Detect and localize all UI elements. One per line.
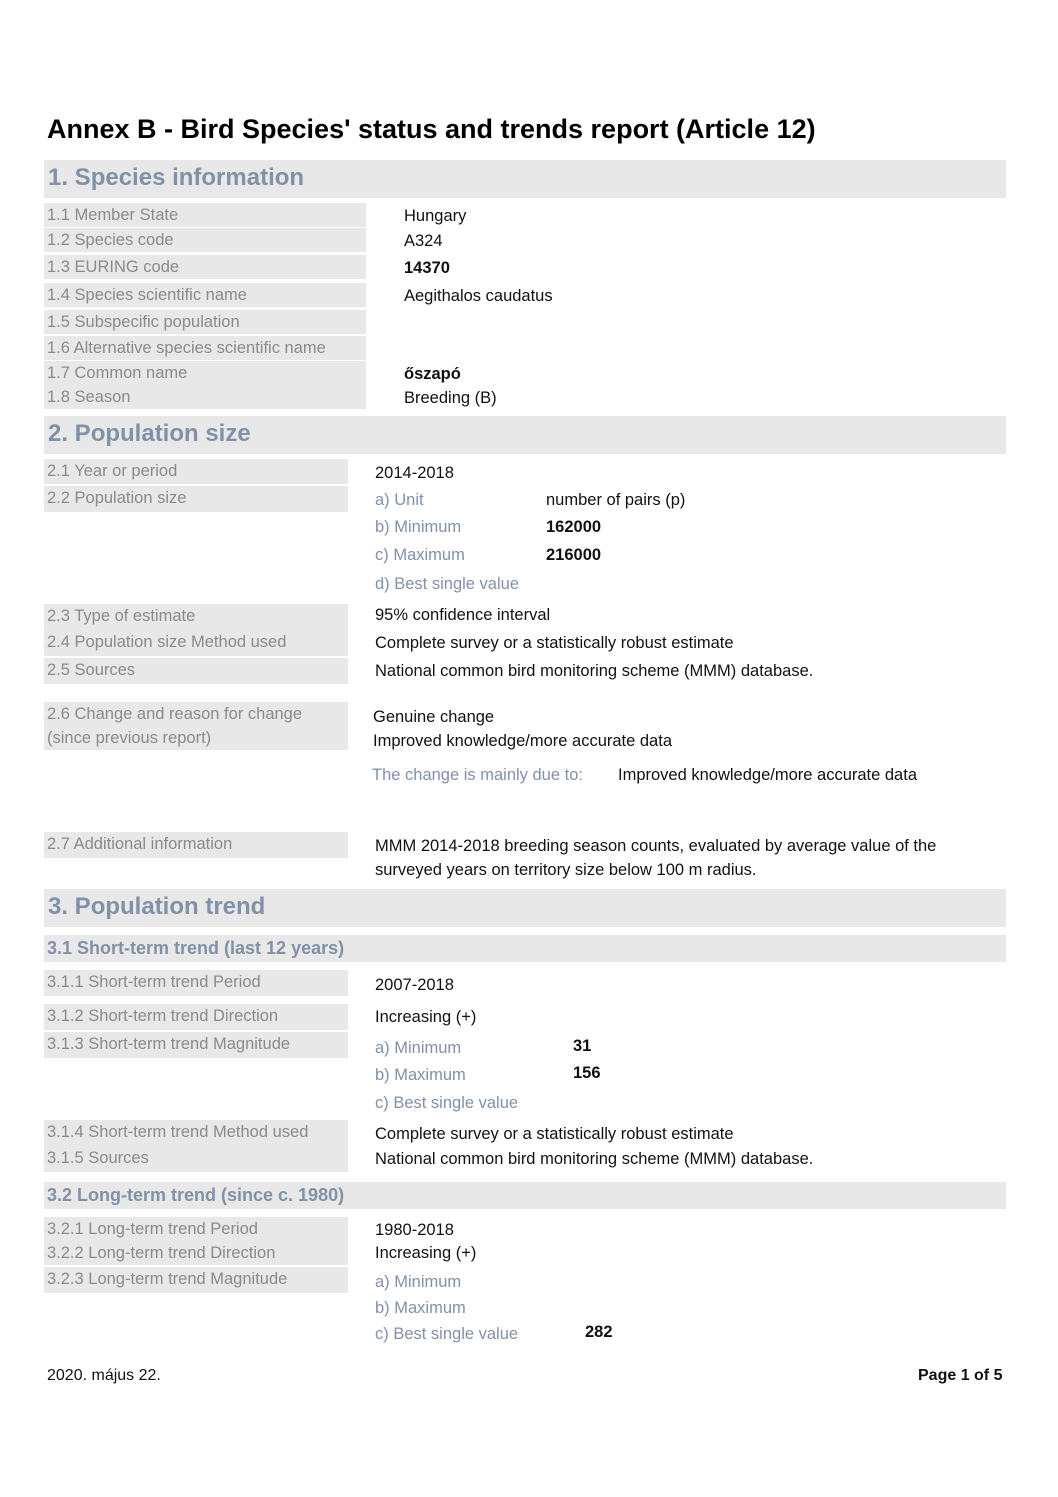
label-long-term-maximum: b) Maximum: [375, 1299, 466, 1317]
label-long-term-direction: 3.2.2 Long-term trend Direction: [44, 1241, 348, 1265]
label-mainly-due-to: The change is mainly due to:: [372, 766, 583, 784]
subsection-heading: 3.2 Long-term trend (since c. 1980): [47, 1185, 345, 1205]
label-species-code: 1.2 Species code: [44, 228, 366, 252]
value-species-code: A324: [404, 232, 443, 250]
value-sources: National common bird monitoring scheme (MMM) database.: [375, 662, 814, 680]
label-short-term-period: 3.1.1 Short-term trend Period: [44, 970, 348, 996]
value-additional-info-line2: surveyed years on territory size below 100 m radius.: [375, 861, 757, 879]
value-short-term-maximum: 156: [573, 1064, 601, 1082]
label-scientific-name: 1.4 Species scientific name: [44, 283, 366, 307]
value-short-term-method: Complete survey or a statistically robust estimate: [375, 1125, 734, 1143]
label-change-reason: 2.6 Change and reason for change (since previous report): [44, 702, 348, 750]
value-member-state: Hungary: [404, 207, 467, 225]
label-long-term-period: 3.2.1 Long-term trend Period: [44, 1217, 348, 1241]
value-short-term-period: 2007-2018: [375, 976, 454, 994]
label-euring-code: 1.3 EURING code: [44, 255, 366, 279]
label-minimum: b) Minimum: [375, 518, 462, 536]
label-type-of-estimate: 2.3 Type of estimate: [44, 604, 348, 630]
value-long-term-best-single-value: 282: [585, 1323, 613, 1341]
label-member-state: 1.1 Member State: [44, 203, 366, 227]
document-title: Annex B - Bird Species' status and trends report (Article 12): [47, 114, 816, 144]
label-season: 1.8 Season: [44, 385, 366, 409]
label-short-term-direction: 3.1.2 Short-term trend Direction: [44, 1004, 348, 1030]
label-common-name: 1.7 Common name: [44, 361, 366, 385]
value-change-genuine: Genuine change: [373, 708, 495, 726]
value-common-name: őszapó: [404, 365, 461, 383]
label-maximum: c) Maximum: [375, 546, 465, 564]
value-method-used: Complete survey or a statistically robust estimate: [375, 634, 734, 652]
label-year-period: 2.1 Year or period: [44, 459, 348, 484]
value-short-term-minimum: 31: [573, 1037, 592, 1055]
value-type-of-estimate: 95% confidence interval: [375, 606, 551, 624]
label-sources: 2.5 Sources: [44, 658, 348, 684]
label-best-single-value: d) Best single value: [375, 575, 519, 593]
section-heading: 3. Population trend: [48, 893, 266, 920]
value-minimum: 162000: [546, 518, 602, 536]
label-short-term-sources: 3.1.5 Sources: [44, 1146, 348, 1172]
value-scientific-name: Aegithalos caudatus: [404, 287, 553, 305]
section-heading: 2. Population size: [48, 420, 251, 447]
footer-date: 2020. május 22.: [47, 1367, 161, 1384]
label-short-term-method: 3.1.4 Short-term trend Method used: [44, 1120, 348, 1146]
value-season: Breeding (B): [404, 389, 497, 407]
section-species-information: [44, 160, 1006, 198]
label-population-size: 2.2 Population size: [44, 486, 348, 512]
label-method-used: 2.4 Population size Method used: [44, 630, 348, 656]
section-population-trend: [44, 889, 1006, 927]
value-short-term-direction: Increasing (+): [375, 1008, 477, 1026]
label-unit: a) Unit: [375, 491, 424, 509]
label-short-term-minimum: a) Minimum: [375, 1039, 462, 1057]
label-additional-information: 2.7 Additional information: [44, 832, 348, 858]
value-unit: number of pairs (p): [546, 491, 686, 509]
value-maximum: 216000: [546, 546, 602, 564]
subsection-long-term-trend: [44, 1182, 1006, 1209]
value-change-knowledge: Improved knowledge/more accurate data: [373, 732, 672, 750]
value-short-term-sources: National common bird monitoring scheme (MMM) database.: [375, 1150, 814, 1168]
value-euring-code: 14370: [404, 259, 450, 277]
subsection-heading: 3.1 Short-term trend (last 12 years): [47, 938, 345, 958]
value-year-period: 2014-2018: [375, 464, 454, 482]
label-short-term-magnitude: 3.1.3 Short-term trend Magnitude: [44, 1032, 348, 1058]
section-population-size: [44, 416, 1006, 454]
label-alternative-name: 1.6 Alternative species scientific name: [44, 336, 366, 360]
label-subspecific-population: 1.5 Subspecific population: [44, 310, 366, 334]
footer-page-number: Page 1 of 5: [918, 1367, 1003, 1384]
subsection-short-term-trend: [44, 935, 1006, 962]
section-heading: 1. Species information: [48, 164, 305, 191]
value-long-term-period: 1980-2018: [375, 1221, 454, 1239]
label-long-term-minimum: a) Minimum: [375, 1273, 462, 1291]
label-long-term-best-single-value: c) Best single value: [375, 1325, 519, 1343]
value-long-term-direction: Increasing (+): [375, 1244, 477, 1262]
label-short-term-best-single-value: c) Best single value: [375, 1094, 519, 1112]
value-mainly-due-to: Improved knowledge/more accurate data: [618, 766, 917, 784]
label-short-term-maximum: b) Maximum: [375, 1066, 466, 1084]
value-additional-info-line1: MMM 2014-2018 breeding season counts, evaluated by average value of the: [375, 837, 937, 855]
label-long-term-magnitude: 3.2.3 Long-term trend Magnitude: [44, 1267, 348, 1293]
